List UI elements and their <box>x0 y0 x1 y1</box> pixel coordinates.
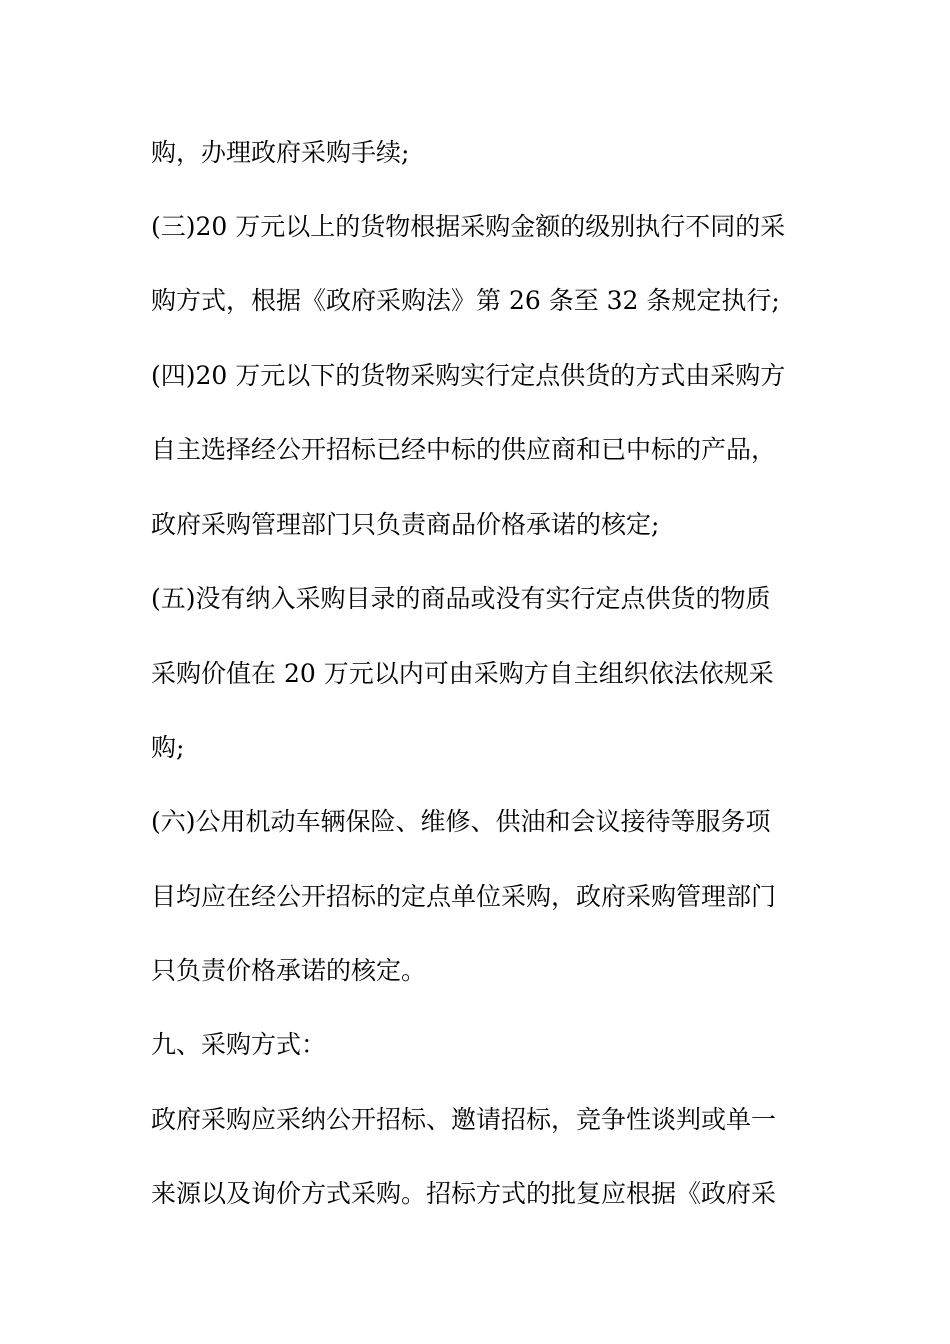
text-line-2: (三)20 万元以上的货物根据采购金额的级别执行不同的采 <box>151 212 786 241</box>
text-line-9: 购; <box>151 733 185 762</box>
text-line-5: 自主选择经公开招标已经中标的供应商和已中标的产品， <box>151 435 777 464</box>
text-line-14: 政府采购应采纳公开招标、邀请招标，竞争性谈判或单一 <box>151 1105 777 1134</box>
text-line-6: 政府采购管理部门只负责商品价格承诺的核定; <box>151 510 660 539</box>
text-line-11: 目均应在经公开招标的定点单位采购，政府采购管理部门 <box>151 882 777 911</box>
text-line-8: 采购价值在 20 万元以内可由采购方自主组织依法依规采 <box>151 659 774 688</box>
text-line-7: (五)没有纳入采购目录的商品或没有实行定点供货的物质 <box>151 584 771 613</box>
text-line-4: (四)20 万元以下的货物采购实行定点供货的方式由采购方 <box>151 361 786 390</box>
text-line-12: 只负责价格承诺的核定。 <box>151 956 427 985</box>
text-line-3: 购方式，根据《政府采购法》第 26 条至 32 条规定执行; <box>151 286 780 315</box>
text-line-15: 来源以及询价方式采购。招标方式的批复应根据《政府采 <box>151 1179 777 1208</box>
text-line-1: 购，办理政府采购手续; <box>151 138 410 167</box>
section-heading: 九、采购方式： <box>151 1030 327 1059</box>
text-line-10: (六)公用机动车辆保险、维修、供油和会议接待等服务项 <box>151 807 771 836</box>
